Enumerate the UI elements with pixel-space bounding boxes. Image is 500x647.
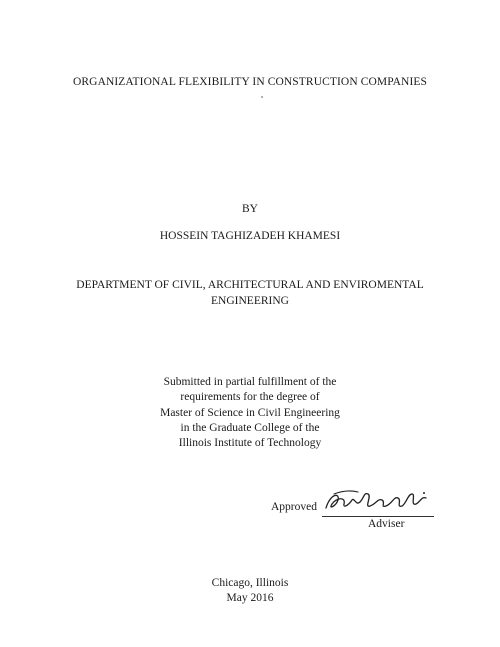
speck-mark bbox=[261, 96, 263, 98]
submission-date: May 2016 bbox=[226, 592, 274, 604]
signature-line bbox=[322, 516, 434, 517]
department-line-1: DEPARTMENT OF CIVIL, ARCHITECTURAL AND ENVIROMENTAL bbox=[76, 279, 424, 291]
approval-block bbox=[268, 488, 438, 538]
approved-label: Approved bbox=[271, 501, 317, 513]
submission-line-1: Submitted in partial fulfillment of the bbox=[163, 376, 337, 388]
department-line-2: ENGINEERING bbox=[211, 295, 289, 307]
author-name: HOSSEIN TAGHIZADEH KHAMESI bbox=[159, 230, 341, 242]
by-label: BY bbox=[242, 203, 258, 215]
location: Chicago, Illinois bbox=[211, 577, 289, 589]
submission-line-5: Illinois Institute of Technology bbox=[178, 437, 322, 449]
adviser-signature bbox=[320, 488, 432, 516]
submission-line-4: in the Graduate College of the bbox=[180, 422, 320, 434]
submission-line-3: Master of Science in Civil Engineering bbox=[160, 407, 340, 419]
adviser-label: Adviser bbox=[368, 518, 405, 530]
submission-line-2: requirements for the degree of bbox=[180, 391, 320, 403]
thesis-title: ORGANIZATIONAL FLEXIBILITY IN CONSTRUCTION COMPANIES bbox=[72, 76, 428, 88]
